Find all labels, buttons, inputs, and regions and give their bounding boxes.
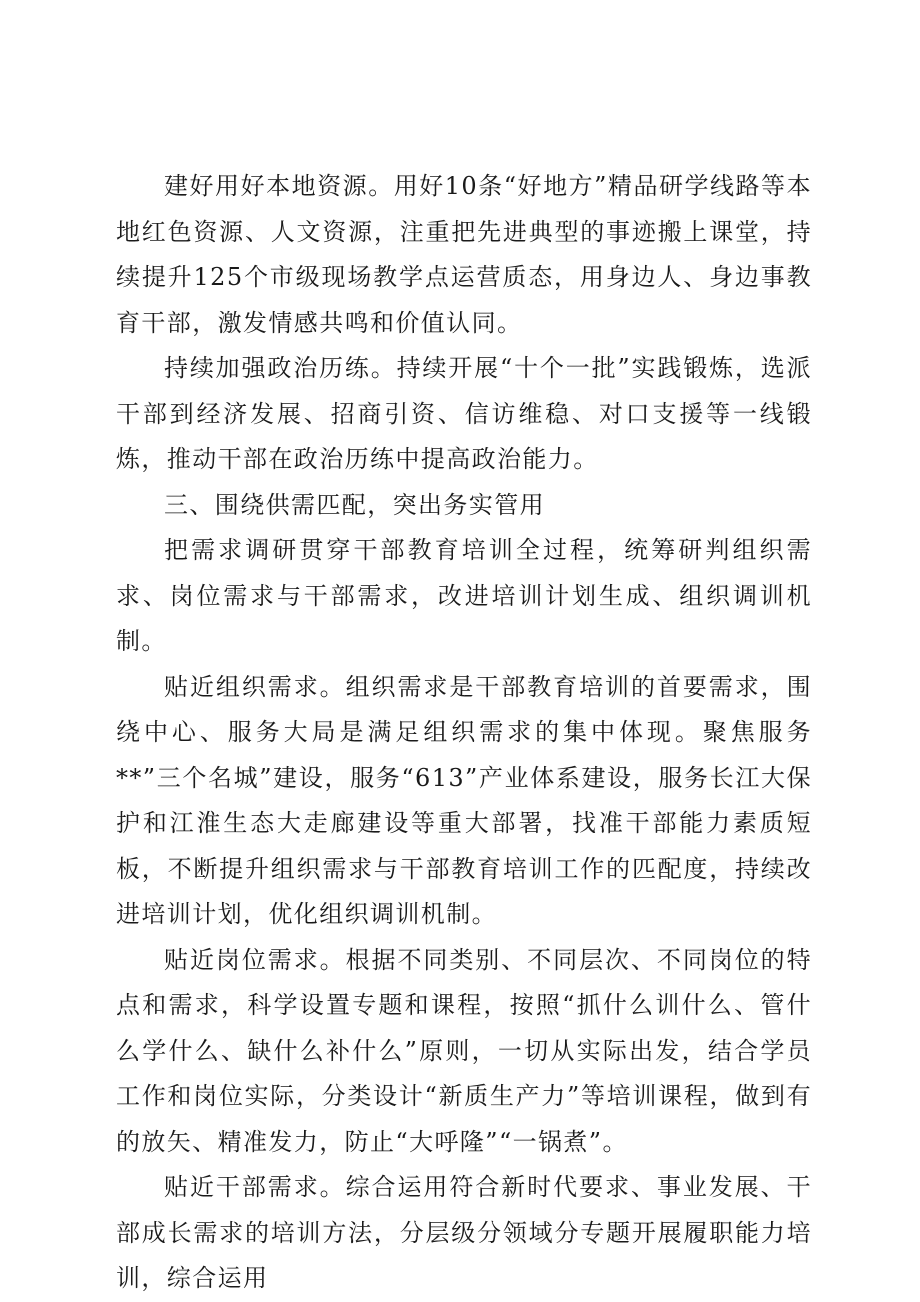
paragraph-political-training: 持续加强政治历练。持续开展“十个一批”实践锻炼，选派干部到经济发展、招商引资、信访维稳、对口支援等一线锻炼，推动干部在政治历练中提高政治能力。 bbox=[116, 354, 812, 473]
paragraph-position-needs: 贴近岗位需求。根据不同类别、不同层次、不同岗位的特点和需求，科学设置专题和课程，按照“抓什么训什么、管什么学什么、缺什么补什么”原则，一切从实际出发，结合学员工作和岗位实际，分类设计“新质生产力”等培训课程，做到有的放矢、精准发力，防止“大呼隆”“一锅煮”。 bbox=[116, 945, 812, 1156]
document-body bbox=[116, 164, 812, 1302]
paragraph-local-resources: 建好用好本地资源。用好10条“好地方”精品研学线路等本地红色资源、人文资源，注重把先进典型的事迹搬上课堂，持续提升125个市级现场教学点运营质态，用身边人、身边事教育干部，激发情感共鸣和价值认同。 bbox=[116, 172, 812, 337]
paragraph-needs-research: 把需求调研贯穿干部教育培训全过程，统筹研判组织需求、岗位需求与干部需求，改进培训计划生成、组织调训机制。 bbox=[116, 536, 812, 655]
paragraph-cadre-needs: 贴近干部需求。综合运用符合新时代要求、事业发展、干部成长需求的培训方法，分层级分领域分专题开展履职能力培训，综合运用 bbox=[116, 1173, 812, 1292]
section-heading-supply-demand: 三、围绕供需匹配，突出务实管用 bbox=[164, 490, 545, 519]
paragraph-organization-needs: 贴近组织需求。组织需求是干部教育培训的首要需求，围绕中心、服务大局是满足组织需求的集中体现。聚焦服务**”三个名城”建设，服务“613”产业体系建设，服务长江大保护和江淮生态大走廊建设等重大部署，找准干部能力素质短板，不断提升组织需求与干部教育培训工作的匹配度，持续改进培训计划，优化组织调训机制。 bbox=[116, 672, 812, 928]
